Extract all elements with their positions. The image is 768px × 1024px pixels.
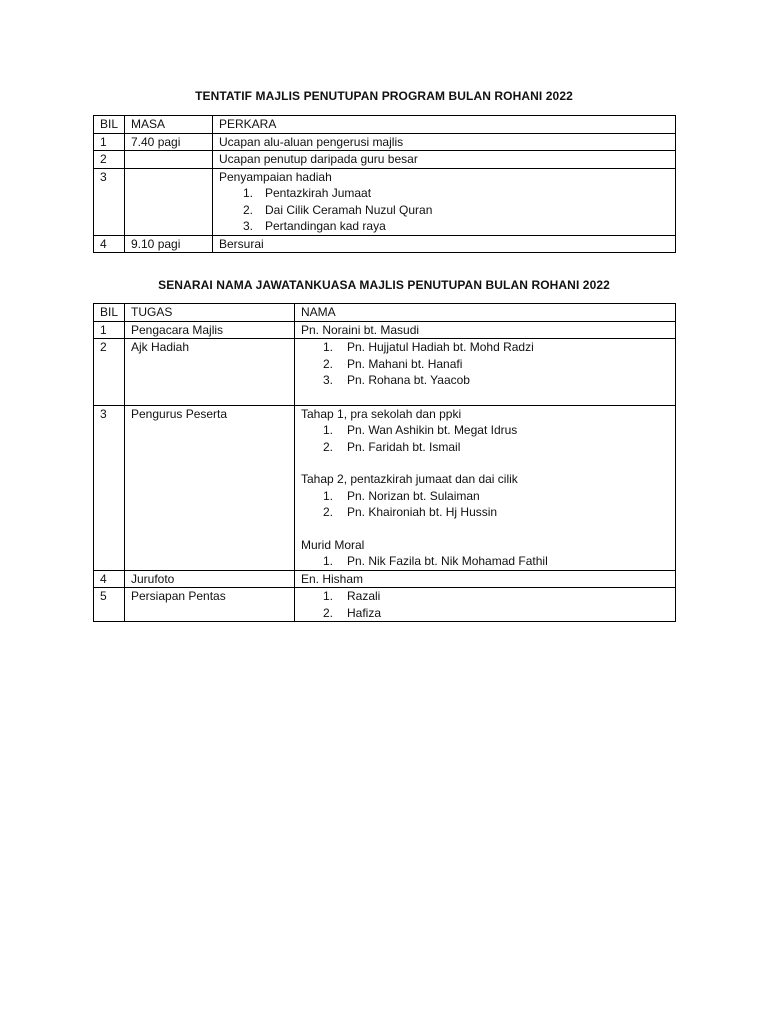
nama-cell: Pn. Noraini bt. Masudi (295, 321, 676, 339)
header-nama: NAMA (295, 304, 676, 322)
jawatankuasa-table (93, 303, 676, 622)
nama-cell (295, 588, 676, 622)
pentas-list (301, 588, 675, 621)
bil-cell: 3 (94, 405, 125, 570)
list-item: 2. Pn. Khaironiah bt. Hj Hussin (323, 505, 498, 519)
masa-cell: 9.10 pagi (125, 235, 213, 253)
table-row (94, 168, 676, 235)
perkara-cell: Bersurai (213, 235, 676, 253)
table-row (94, 570, 676, 588)
hadiah-list (219, 185, 675, 235)
table-row (94, 321, 676, 339)
list-item: 1. Pn. Norizan bt. Sulaiman (323, 488, 480, 503)
list-item: 1. Pn. Hujjatul Hadiah bt. Mohd Radzi (323, 340, 534, 354)
jawatankuasa-title: SENARAI NAMA JAWATANKUASA MAJLIS PENUTUPAN BULAN ROHANI 2022 (158, 278, 610, 292)
list-item: 3. Pn. Rohana bt. Yaacob (323, 373, 470, 387)
tentatif-table (93, 115, 676, 253)
header-masa: MASA (125, 116, 213, 134)
group-heading: Tahap 2, pentazkirah jumaat dan dai cilik (301, 472, 518, 486)
nama-cell (295, 405, 676, 570)
group-heading: Murid Moral (301, 537, 365, 552)
tugas-cell: Pengurus Peserta (125, 405, 295, 570)
bil-cell: 4 (94, 570, 125, 588)
list-item: 1. Pn. Nik Fazila bt. Nik Mohamad Fathil (323, 554, 548, 568)
list-item: 1. Pn. Wan Ashikin bt. Megat Idrus (323, 423, 518, 437)
header-tugas: TUGAS (125, 304, 295, 322)
table-row (94, 133, 676, 151)
masa-cell (125, 151, 213, 169)
bil-cell: 2 (94, 339, 125, 406)
tugas-cell: Ajk Hadiah (125, 339, 295, 406)
header-bil: BIL (94, 304, 125, 322)
tugas-cell: Pengacara Majlis (125, 321, 295, 339)
tugas-cell: Persiapan Pentas (125, 588, 295, 622)
group-heading: Tahap 1, pra sekolah dan ppki (301, 406, 462, 421)
perkara-cell: Ucapan penutup daripada guru besar (213, 151, 676, 169)
list-item: 1. Pentazkirah Jumaat (243, 186, 372, 200)
masa-cell (125, 168, 213, 235)
nama-cell (295, 339, 676, 406)
list-item: 3. Pertandingan kad raya (243, 219, 386, 233)
table-row (94, 151, 676, 169)
bil-cell: 3 (94, 168, 125, 235)
table-row (94, 235, 676, 253)
bil-cell: 5 (94, 588, 125, 622)
tentatif-title: TENTATIF MAJLIS PENUTUPAN PROGRAM BULAN ROHANI 2022 (195, 89, 573, 103)
perkara-cell: Ucapan alu-aluan pengerusi majlis (213, 133, 676, 151)
header-bil: BIL (94, 116, 125, 134)
group-list (301, 422, 675, 455)
table-row (94, 339, 676, 406)
header-perkara: PERKARA (213, 116, 676, 134)
table-row (94, 588, 676, 622)
nama-cell: En. Hisham (295, 570, 676, 588)
bil-cell: 2 (94, 151, 125, 169)
list-item: 2. Dai Cilik Ceramah Nuzul Quran (243, 202, 433, 217)
group-list (301, 488, 675, 521)
table-row (94, 405, 676, 570)
perkara-text: Penyampaian hadiah (219, 169, 332, 184)
masa-cell: 7.40 pagi (125, 133, 213, 151)
tugas-cell: Jurufoto (125, 570, 295, 588)
list-item: 2. Pn. Faridah bt. Ismail (323, 439, 461, 454)
list-item: 2. Hafiza (323, 605, 382, 620)
hadiah-ajk-list (301, 339, 675, 389)
table-header-row (94, 304, 676, 322)
bil-cell: 4 (94, 235, 125, 253)
table-header-row (94, 116, 676, 134)
list-item: 1. Razali (323, 589, 381, 603)
perkara-cell (213, 168, 676, 235)
list-item: 2. Pn. Mahani bt. Hanafi (323, 356, 463, 371)
group-list (301, 553, 675, 570)
bil-cell: 1 (94, 133, 125, 151)
bil-cell: 1 (94, 321, 125, 339)
